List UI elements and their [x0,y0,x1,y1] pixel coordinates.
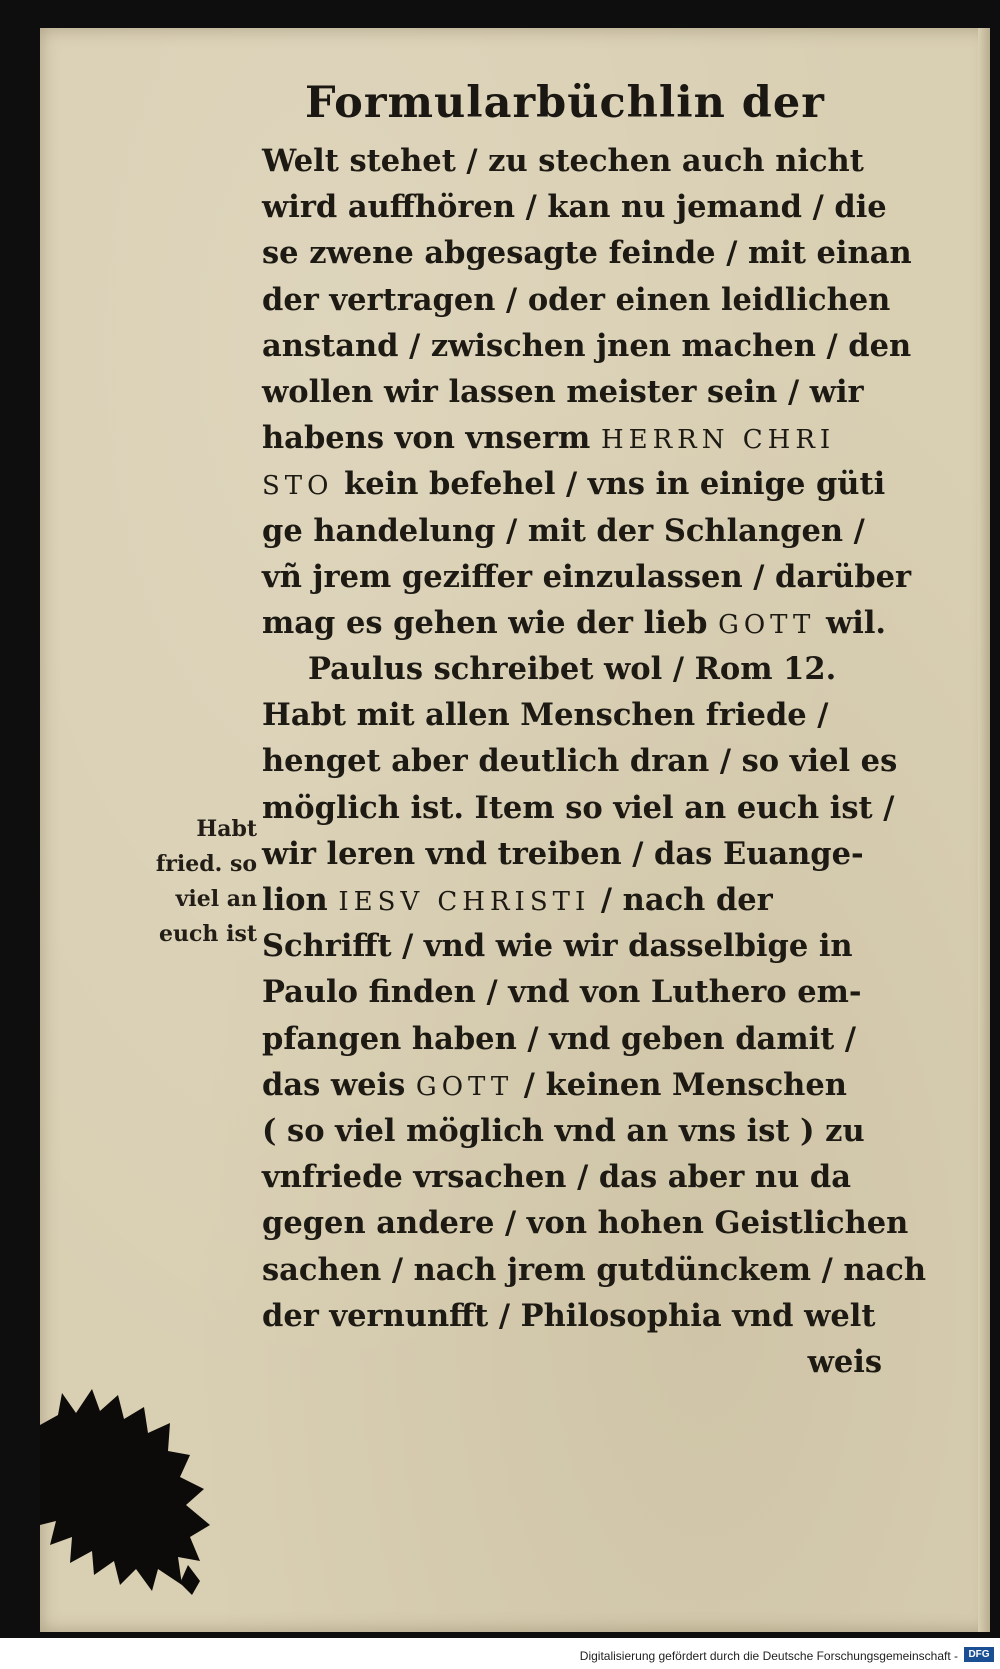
text-line: sachen / nach jrem gutdünckem / nach [262,1251,927,1288]
text-line: der vernunfft / Philosophia vnd welt [262,1297,876,1334]
page-edge [978,28,990,1632]
text-line: wird auffhören / kan nu jemand / die [262,189,887,226]
small-caps-name: STO [262,471,334,502]
small-caps-name: IESV CHRISTI [338,887,591,917]
text-line: pfangen haben / vnd geben damit / [262,1020,857,1057]
marginal-gloss-line: Habt [196,816,257,842]
text-line: das weis GOTT / keinen Menschen [262,1066,847,1103]
small-caps-name: GOTT [415,1071,514,1102]
text-line: der vertragen / oder einen leidlichen [262,281,891,318]
marginal-gloss-line: euch ist [159,921,257,947]
text-line: gegen andere / von hohen Geistlichen [262,1205,909,1242]
text-line: vñ jrem geziffer einzulassen / darüber [262,558,912,595]
text-line: vnfriede vrsachen / das aber nu da [262,1159,851,1196]
text-line: henget aber deutlich dran / so viel es [262,743,898,780]
text-line: ge handelung / mit der Schlangen / [262,512,865,549]
small-caps-name: HERRN CHRI [600,425,836,456]
text-line: anstand / zwischen jnen machen / den [262,327,912,364]
text-line: se zwene abgesagte feinde / mit einan [262,235,912,272]
marginal-gloss [112,812,257,952]
text-line: Schrifft / vnd wie wir dasselbige in [262,928,853,965]
text-line: lion IESV CHRISTI / nach der [262,882,773,918]
text-line: mag es gehen wie der lieb GOTT wil. [262,604,887,641]
text-line: wir leren vnd treiben / das Euange- [262,835,864,872]
text-line-paragraph-start: Paulus schreibet wol / Rom 12. [308,651,837,688]
running-head: Formularbüchlin der [305,78,825,128]
catchword: weis [807,1343,882,1380]
text-line: STO kein befehel / vns in einige güti [262,466,886,503]
text-line: möglich ist. Item so viel an euch ist / [262,789,895,826]
marginal-gloss-line: viel an [175,886,257,912]
body-text [262,138,952,1385]
dfg-logo: DFG [964,1647,994,1662]
text-line: ( so viel möglich vnd an vns ist ) zu [262,1112,865,1149]
text-line: Habt mit allen Menschen friede / [262,697,829,734]
small-caps-name: GOTT [718,609,816,640]
text-line: wollen wir lassen meister sein / wir [262,373,864,410]
text-line: habens von vnserm HERRN CHRI [262,420,836,457]
text-line: Paulo finden / vnd von Luthero em- [262,974,862,1011]
ink-stain [40,1385,215,1595]
marginal-gloss-line: fried. so [155,851,257,877]
funding-credit: Digitalisierung gefördert durch die Deutsche Forschungsgemeinschaft - [579,1649,958,1663]
text-line: Welt stehet / zu stechen auch nicht [262,143,864,179]
